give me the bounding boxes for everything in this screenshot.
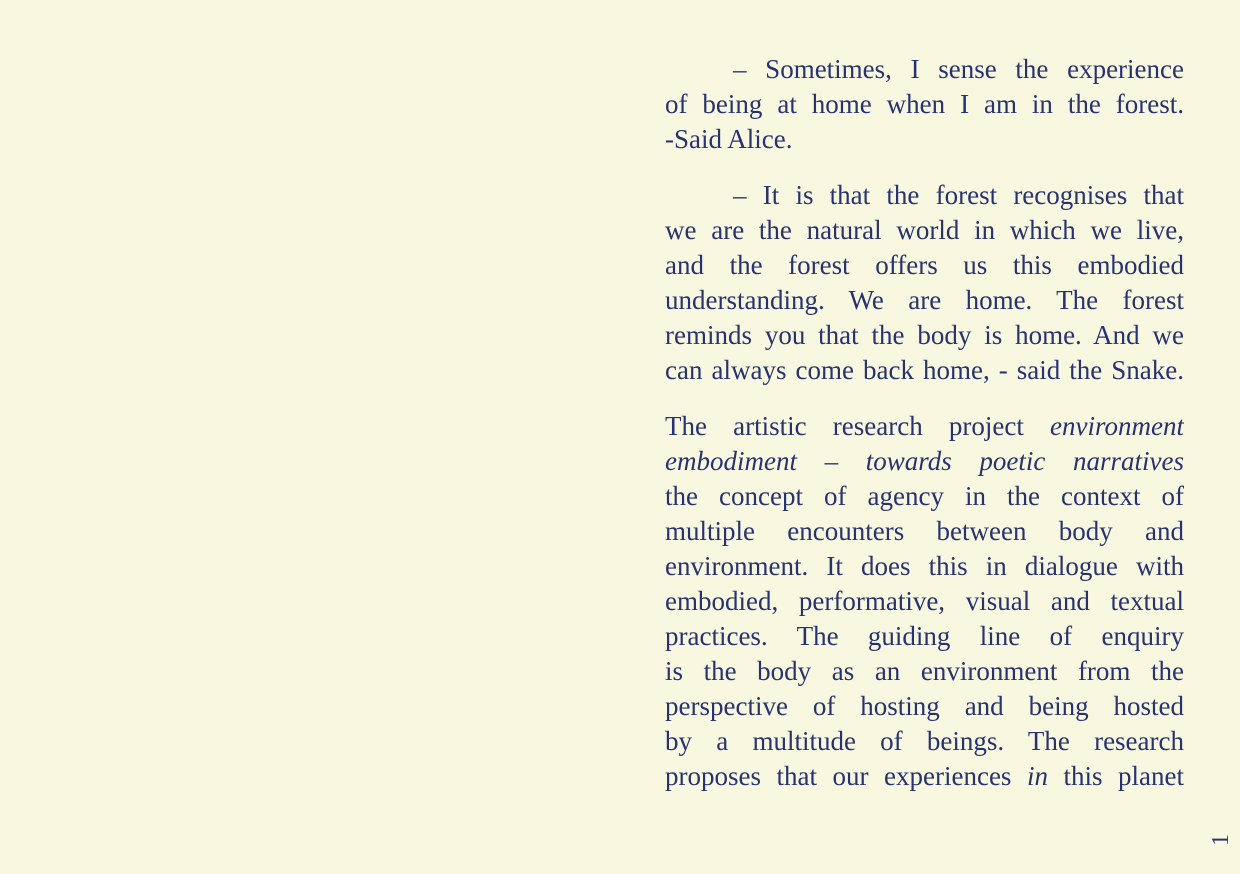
text-line [665,122,1184,157]
text-segment: of being at home when I am in the forest. [665,89,1184,119]
text-segment: proposes that our experiences [665,761,1027,791]
text-line [665,444,1184,479]
text-line [665,654,1184,689]
text-segment: this planet [1047,761,1184,791]
text-segment: by a multitude of beings. The research [665,726,1184,756]
text-line [665,689,1184,724]
text-line [665,514,1184,549]
italic-text-segment: environment [1050,411,1184,441]
text-line [665,87,1184,122]
text-segment: can always come back home, - said the Snake. [665,355,1184,385]
text-segment: we are the natural world in which we live, [665,215,1184,245]
text-line [665,353,1184,388]
text-segment: environment. It does this in dialogue with [665,551,1184,581]
text-line [665,213,1184,248]
page-number-rotated: 1 [1208,834,1234,846]
text-line [665,52,1184,87]
text-segment: is the body as an environment from the [665,656,1184,686]
text-segment: The artistic research project [665,411,1051,441]
text-segment: -Said Alice. [665,124,793,154]
text-line [665,178,1184,213]
text-line [665,479,1184,514]
text-segment: and the forest offers us this embodied [665,250,1184,280]
text-line [665,619,1184,654]
text-segment: – It is that the forest recognises that [733,180,1184,210]
italic-text-segment: in [1026,761,1048,791]
italic-text-segment: embodiment – towards poetic narratives [665,446,1184,476]
paragraph-snake-dialogue [665,178,1184,388]
text-segment: – Sometimes, I sense the experience [733,54,1184,84]
paragraph-alice-dialogue [665,52,1184,157]
text-line [665,283,1184,318]
text-line [665,248,1184,283]
text-line [665,409,1184,444]
text-segment: the concept of agency in the context of [665,481,1184,511]
text-column [665,52,1184,794]
paragraph-research-description [665,409,1184,794]
text-segment: understanding. We are home. The forest [665,285,1184,315]
text-line [665,318,1184,353]
text-segment: reminds you that the body is home. And we [665,320,1184,350]
text-segment: perspective of hosting and being hosted [665,691,1184,721]
text-line [665,724,1184,759]
text-line [665,584,1184,619]
text-segment: embodied, performative, visual and textual [665,586,1184,616]
text-segment: practices. The guiding line of enquiry [665,621,1184,651]
text-line [665,759,1184,794]
text-line [665,549,1184,584]
text-segment: multiple encounters between body and [665,516,1184,546]
